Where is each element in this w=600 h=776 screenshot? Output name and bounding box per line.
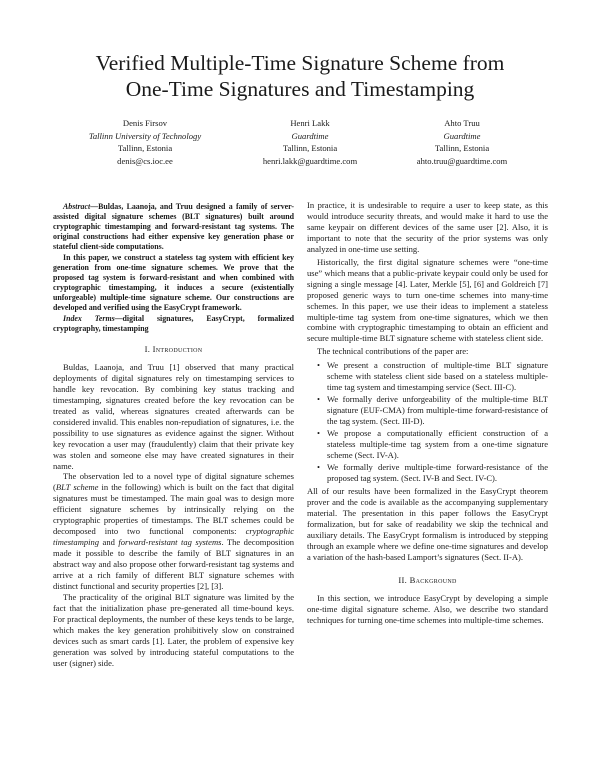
bullet-icon: •	[317, 461, 320, 472]
abstract-label: Abstract	[63, 202, 91, 211]
index-terms-label: Index Terms	[63, 314, 115, 323]
list-item: • We formally derive multiple-time forward-resistance of the proposed tag system. (Sect. IV-B and Sect. IV-C).	[317, 461, 548, 483]
title-line-1: Verified Multiple-Time Signature Scheme from	[95, 51, 505, 75]
intro-paragraph-3: The practicality of the original BLT signature was limited by the fact that the initialization phase pre-generated all time-bound keys. For practical deployments, the number of these keys tends to be large, which makes the key generation prohibitively slow on constrained devices such as smart cards [1]. Later, the problem of expensive key generation was solved by introducing stateful computations to the user (signer) side.	[53, 591, 294, 668]
list-item: • We propose a computationally efficient construction of a stateless multiple-time tag system from a one-time signature scheme (Sect. IV-A).	[317, 428, 548, 460]
section-heading-introduction: I. Introduction	[144, 344, 203, 354]
list-item: • We present a construction of multiple-time BLT signature scheme with stateless client side based on a stateless multiple-time tag system and timestamping service (Sect. III-C).	[317, 360, 548, 393]
author-city: Tallinn, Estonia	[434, 143, 490, 153]
right-paragraph-1: In practice, it is undesirable to require a user to keep state, as this would introduce security threats, and would make it hard to use the same keypair on different devices of the same user [2]. Also, it is important to note that the security of the prior systems was only analyzed in one-time use setting.	[307, 200, 548, 254]
section-heading-background: II. Background	[398, 574, 457, 585]
bullet-icon: •	[317, 360, 320, 371]
author-block-1	[55, 117, 235, 167]
bullet-icon: •	[317, 394, 320, 405]
list-item: • We formally derive unforgeability of the multiple-time BLT signature (EUF-CMA) from multiple-time forward-resistance of the tag system. (Sect. III-D).	[317, 394, 548, 427]
intro-paragraph-2: The observation led to a novel type of digital signature schemes (BLT scheme in the following) which is built on the fact that digital signatures must be timestamped. The main goal was to design more efficient signature schemes by intrinsically relying on the cryptographic properties of timestamps. The BLT schemes could be decomposed into two functional components: cryptographic timestamping and forward-resistant tag systems. The decomposition made it possible to describe the family of BLT signatures in an abstract way and also propose other forward-resistant tag systems and arrive at a rich family of different BLT signature schemes with distinct functional and security properties [2], [3].	[53, 471, 294, 592]
right-paragraph-3: The technical contributions of the paper are:	[317, 346, 469, 357]
author-name: Ahto Truu	[444, 118, 480, 128]
author-block-2	[224, 117, 396, 167]
author-name: Henri Lakk	[290, 118, 330, 128]
abstract	[53, 202, 294, 334]
bullet-icon: •	[317, 428, 320, 439]
author-email: ahto.truu@guardtime.com	[416, 155, 508, 166]
author-affiliation: Tallinn University of Technology	[88, 130, 202, 141]
right-paragraph-5: In this section, we introduce EasyCrypt by developing a simple one-time digital signature scheme. Also, we describe two standard techniques for turning one-time schemes into multiple-time schemes.	[307, 593, 548, 626]
abstract-paragraph-2: In this paper, we construct a stateless tag system with efficient key generation from one-time signature schemes. We prove that the proposed tag system is forward-resistant and when combined with cryptographic timestamping, it induces a secure (existentially unforgeable) multiple-time signature scheme. Our constructions are developed and verified using the EasyCrypt framework.	[53, 253, 294, 312]
paper-title	[40, 50, 560, 102]
author-email: henri.lakk@guardtime.com	[262, 155, 358, 166]
right-paragraph-4: All of our results have been formalized in the EasyCrypt theorem prover and the code is available as the accompanying supplementary material. The presentation in this paper follows the EasyCrypt formalization, but for sake of readability we skip the technical and auxiliary details. The EasyCrypt formalism is introduced by stepping through an example where we define one-time signatures and develop a variation of the hash-based Lamport’s signatures (Sect. II-A).	[307, 485, 548, 562]
author-affiliation: Guardtime	[443, 130, 481, 141]
right-paragraph-2: Historically, the first digital signature schemes were “one-time use” which means that a public-private keypair could only be used for signing a single message [4]. Later, Merkle [5], [6] and Goldreich [7] proposed generic ways to turn one-time schemes into many-time schemes. In this paper, we use their ideas to implement a stateless multiple-time tag system from one-time signatures, which we then combine with cryptographic timestamping to obtain an efficient and secure multiple-time BLT signature scheme with stateless client side.	[307, 256, 548, 344]
contributions-list	[307, 360, 548, 483]
author-city: Tallinn, Estonia	[117, 143, 173, 153]
author-block-3	[372, 117, 552, 167]
right-column	[307, 200, 548, 626]
author-email: denis@cs.ioc.ee	[117, 155, 173, 166]
index-terms: Index Terms—digital signatures, EasyCrypt, formalized cryptography, timestamping	[53, 314, 294, 333]
abstract-paragraph-1: Abstract—Buldas, Laanoja, and Truu designed a family of server-assisted digital signature schemes (BLT signatures) built around cryptographic timestamping and forward-resistant tag systems. The original constructions had either expensive key generation phase or stateful client-side computations.	[53, 202, 294, 251]
author-city: Tallinn, Estonia	[282, 143, 338, 153]
title-line-2: One-Time Signatures and Timestamping	[125, 77, 475, 101]
author-affiliation: Guardtime	[291, 130, 329, 141]
left-column	[53, 202, 294, 669]
intro-paragraph-1: Buldas, Laanoja, and Truu [1] observed that many practical deployments of digital signatures rely on timestamping services to handle key revocation. By combining key status tracking and timestamping, signatures created before the key revocation can be treated as valid, whereas signatures created afterwards can be considered invalid. This enables non-repudiation of signatures, i.e. the possibility to use signatures as evidence against the signer. Without key revocation a user may (fraudulently) claim that their private key was stolen and someone else may have created signatures in their name.	[53, 361, 294, 471]
author-name: Denis Firsov	[122, 118, 168, 128]
